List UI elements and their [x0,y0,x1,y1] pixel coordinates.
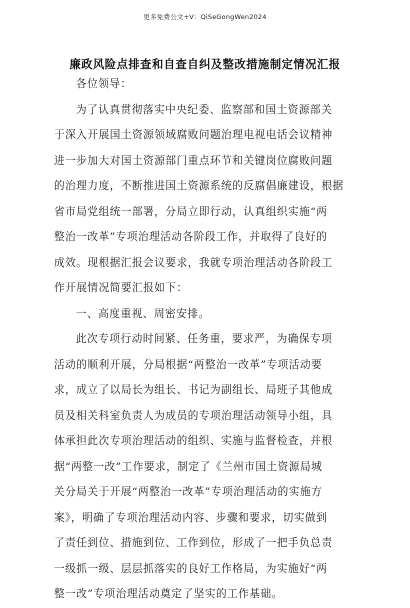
body-line: 于深入开展国土资源领域腐败问题治理电视电话会议精神 [54,129,333,141]
salutation: 各位领导： [76,78,132,90]
body-line: 整治一改革”专项治理活动各阶段工作，并取得了良好的 [54,231,328,243]
document-title: 廉政风险点排查和自查自纠及整改措施制定情况汇报 [69,58,341,71]
body-line: 体承担此次专项治理活动的组织、实施与监督检查，并根 [54,435,333,447]
body-line: 省市局党组统一部署，分局立即行动，认真组织实施“两 [54,205,328,218]
body-line: 进一步加大对国土资源部门重点环节和关键岗位腐败问题 [54,154,333,167]
body-line: 据“两整一改”工作要求，制定了《兰州市国土资源局城 [54,460,323,473]
body-line: 此次专项行动时间紧、任务重，要求严，为确保专项 [76,333,333,345]
body-line: 的治理力度，不断推进国土资源系统的反腐倡廉建设，根据 [54,180,344,192]
section-heading: 一、高度重视、周密安排。 [76,307,210,320]
body-line: 为了认真贯彻落实中央纪委、监察部和国土资源部关 [76,103,333,116]
body-line: 活动的顺利开展，分局根据“两整治一改革”专项活动要 [54,358,323,371]
body-line: 求，成立了以局长为组长、书记为副组长、局班子其他成 [54,384,333,396]
body-line: 案》，明确了专项治理活动内容、步骤和要求，切实做到 [54,511,328,524]
header-note: 更多免费公文+V：QiSeGongWen2024 [143,13,267,21]
body-line: 员及相关科室负责人为成员的专项治理活动领导小组，具 [54,409,333,422]
body-line: 了责任到位、措施到位、工作到位，形成了一把手负总责 [54,537,333,549]
document-body [54,72,360,608]
body-line: 一级抓一级、层层抓落实的良好工作格局，为实施好“两 [54,562,328,575]
body-line: 作开展情况简要汇报如下： [54,282,188,294]
body-line: 关分局关于开展“两整治一改革”专项治理活动的实施方 [54,486,323,498]
body-line: 成效。现根据汇报会议要求，我就专项治理活动各阶段工 [54,256,333,269]
body-line: 整一改”专项治理活动奠定了坚实的工作基础。 [54,588,283,600]
